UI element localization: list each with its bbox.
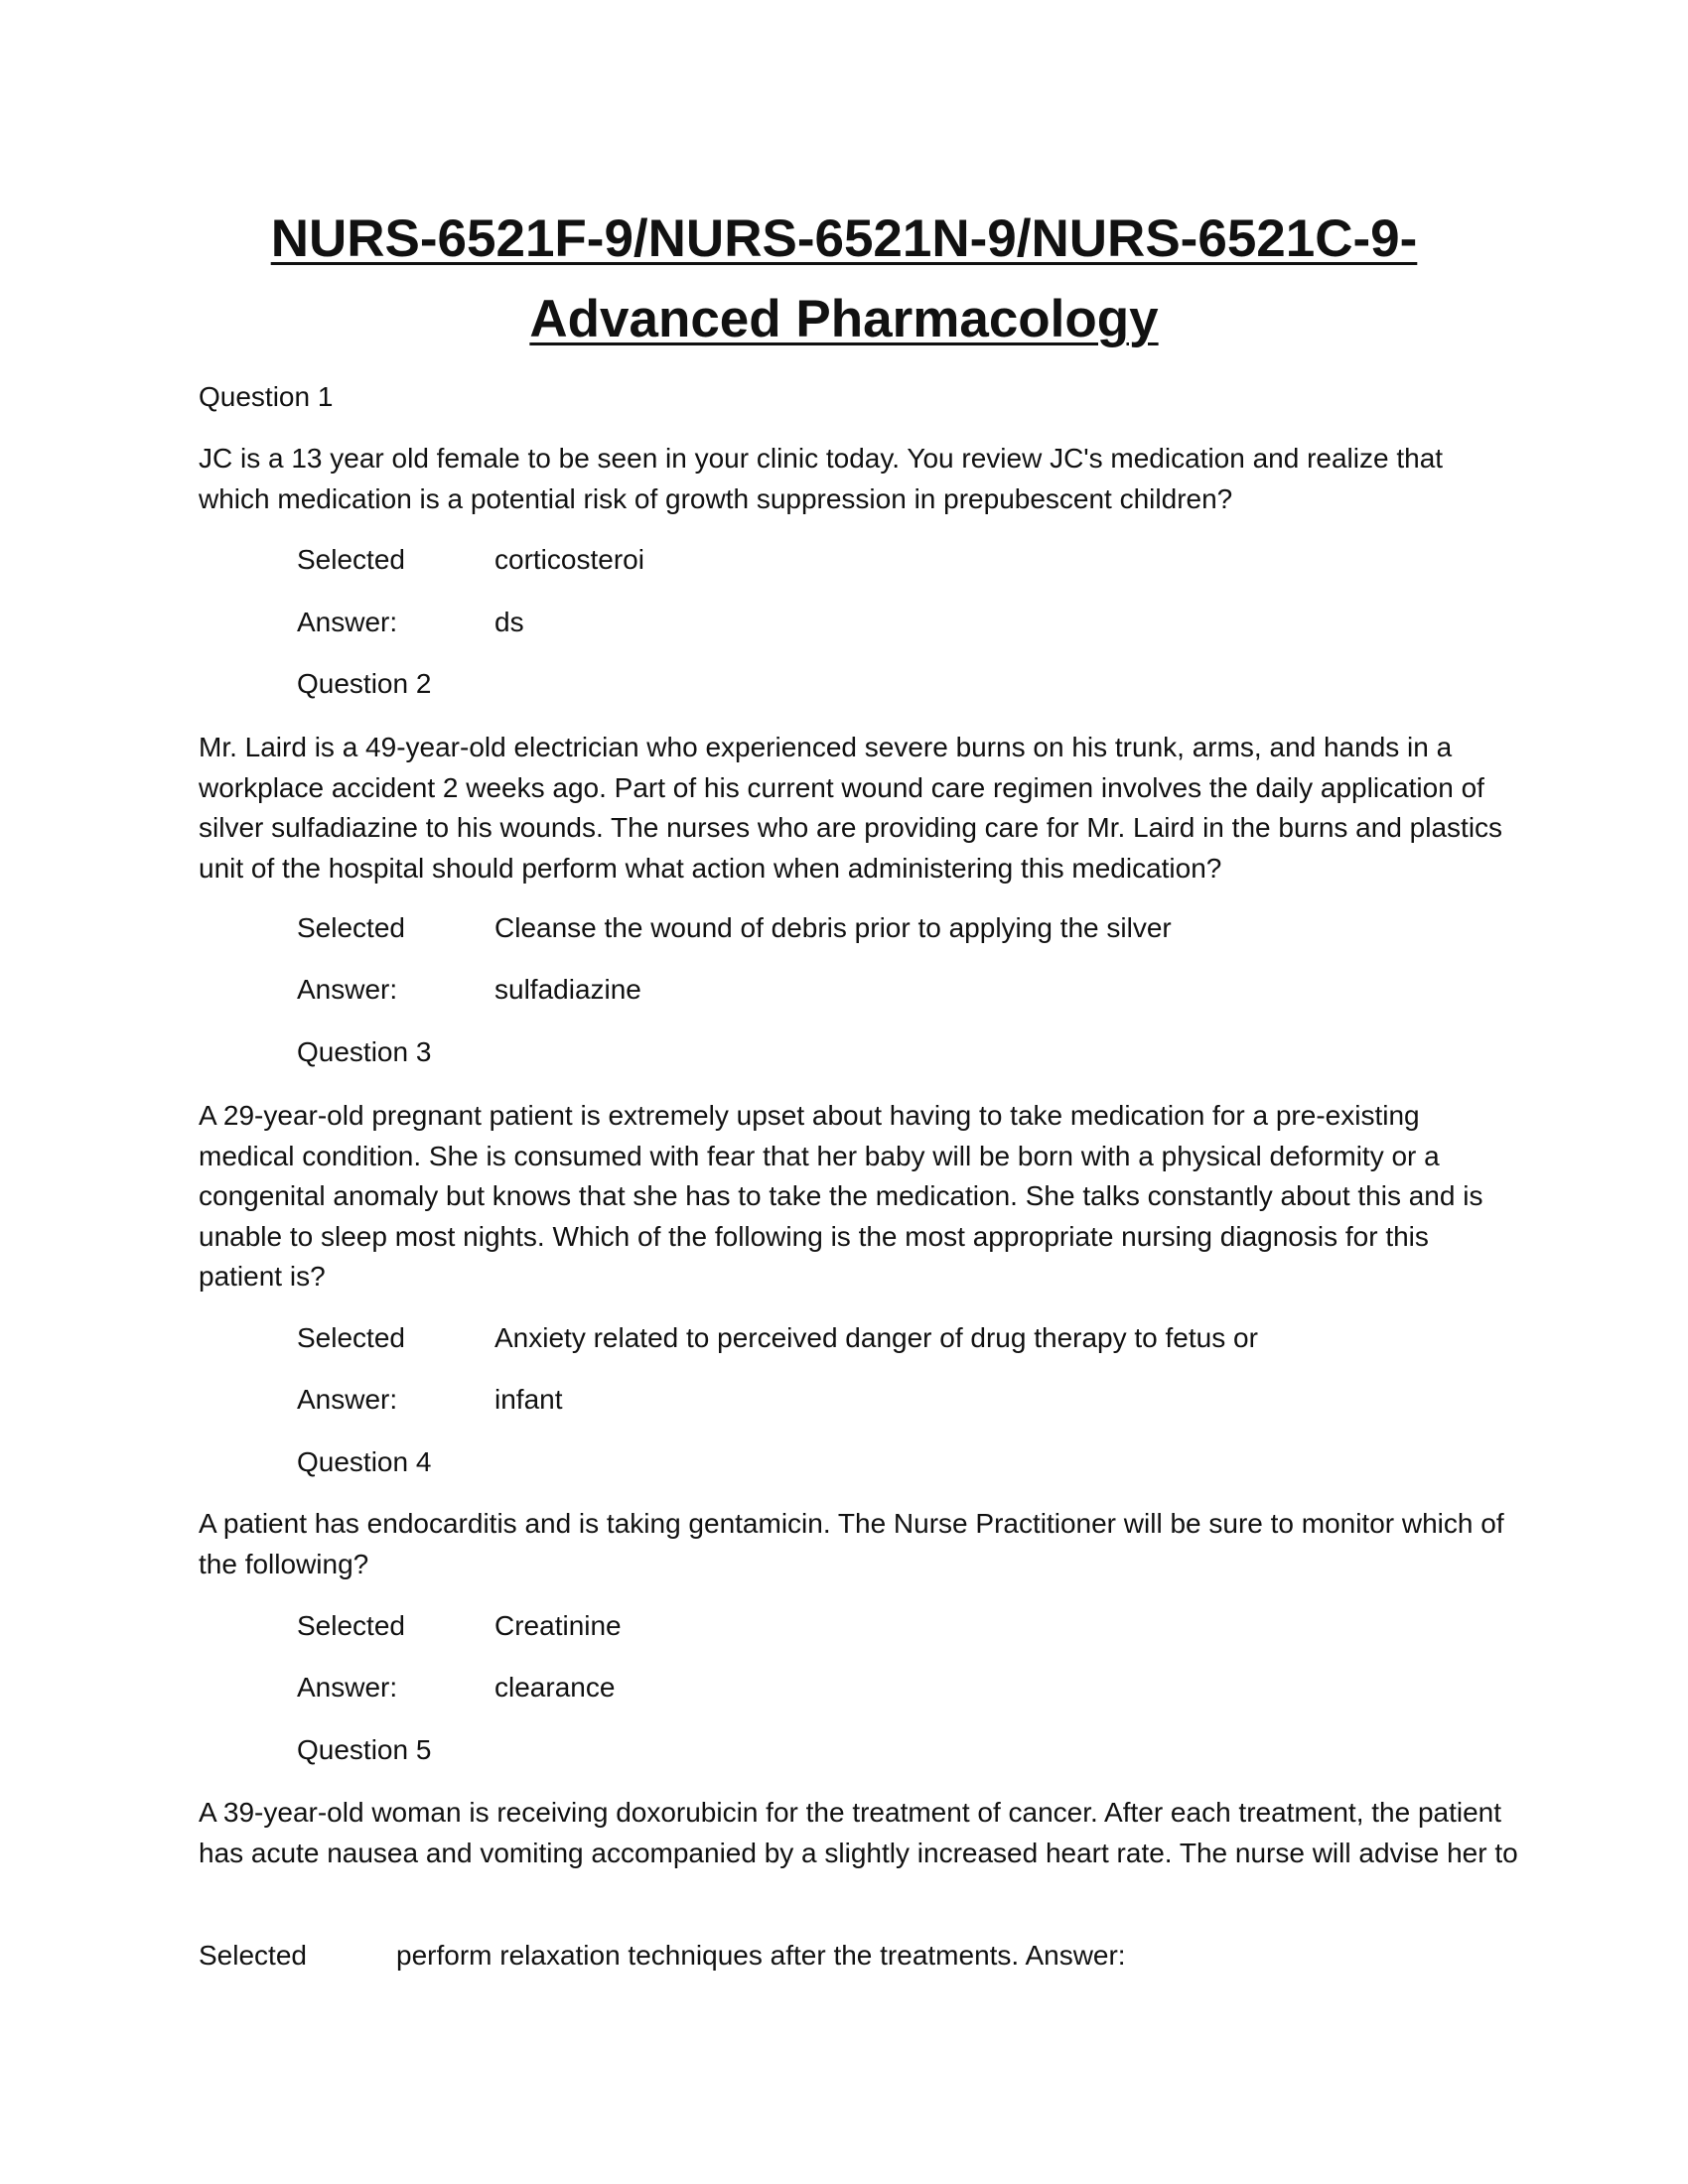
question-3-heading: Question 3 [297,1036,432,1067]
document-title-line-2: Advanced Pharmacology [529,290,1159,348]
question-3-text: A 29-year-old pregnant patient is extremely upset about having to take medication for a pre-existing medical condition. She is consumed with fear that her baby will be born with a physical deformity or a congenital anomaly but knows that she has to take the medication. She talks constantly about this and is unable to sleep most nights. Which of the following is the most appropriate nursing diagnosis for this patient is? [199,1100,1483,1292]
question-1-answer-line-1: corticosteroi [494,544,644,575]
question-3-answer-label: Answer: [297,1384,398,1415]
question-3-answer-line-1: Anxiety related to perceived danger of drug therapy to fetus or [494,1322,1258,1353]
question-5-heading: Question 5 [297,1734,432,1765]
document-title-line-1: NURS-6521F-9/NURS-6521N-9/NURS-6521C-9- [270,209,1418,268]
question-1-text: JC is a 13 year old female to be seen in your clinic today. You review JC's medication and realize that which medication is a potential risk of growth suppression in prepubescent children? [199,443,1444,514]
question-2-selected-label: Selected [297,912,405,943]
question-5-answer-line-1: perform relaxation techniques after the treatments. Answer: [396,1940,1126,1971]
question-3-answer-line-2: infant [494,1384,563,1415]
question-1-answer-label: Answer: [297,607,398,637]
question-1-answer-line-2: ds [494,607,524,637]
question-5-selected-label: Selected [199,1940,307,1971]
question-2-answer-line-2: sulfadiazine [494,974,641,1005]
question-4-heading: Question 4 [297,1446,432,1477]
question-4-answer-line-2: clearance [494,1672,616,1703]
question-4-text: A patient has endocarditis and is taking gentamicin. The Nurse Practitioner will be sure to monitor which of the following? [199,1508,1504,1579]
question-2-heading: Question 2 [297,668,432,699]
question-4-selected-label: Selected [297,1610,405,1641]
question-2-text: Mr. Laird is a 49-year-old electrician who experienced severe burns on his trunk, arms, and hands in a workplace accident 2 weeks ago. Part of his current wound care regimen involves the daily application of silver sulfadiazine to his wounds. The nurses who are providing care for Mr. Laird in the burns and plastics unit of the hospital should perform what action when administering this medication? [199,732,1503,884]
question-5-text: A 39-year-old woman is receiving doxorubicin for the treatment of cancer. After each treatment, the patient has acute nausea and vomiting accompanied by a slightly increased heart rate. The nurse will advise her to [199,1797,1518,1868]
question-3-selected-label: Selected [297,1322,405,1353]
question-2-answer-label: Answer: [297,974,398,1005]
question-1-heading: Question 1 [199,381,334,412]
question-1-selected-label: Selected [297,544,405,575]
question-4-answer-line-1: Creatinine [494,1610,622,1641]
question-2-answer-line-1: Cleanse the wound of debris prior to applying the silver [494,912,1172,943]
question-4-answer-label: Answer: [297,1672,398,1703]
